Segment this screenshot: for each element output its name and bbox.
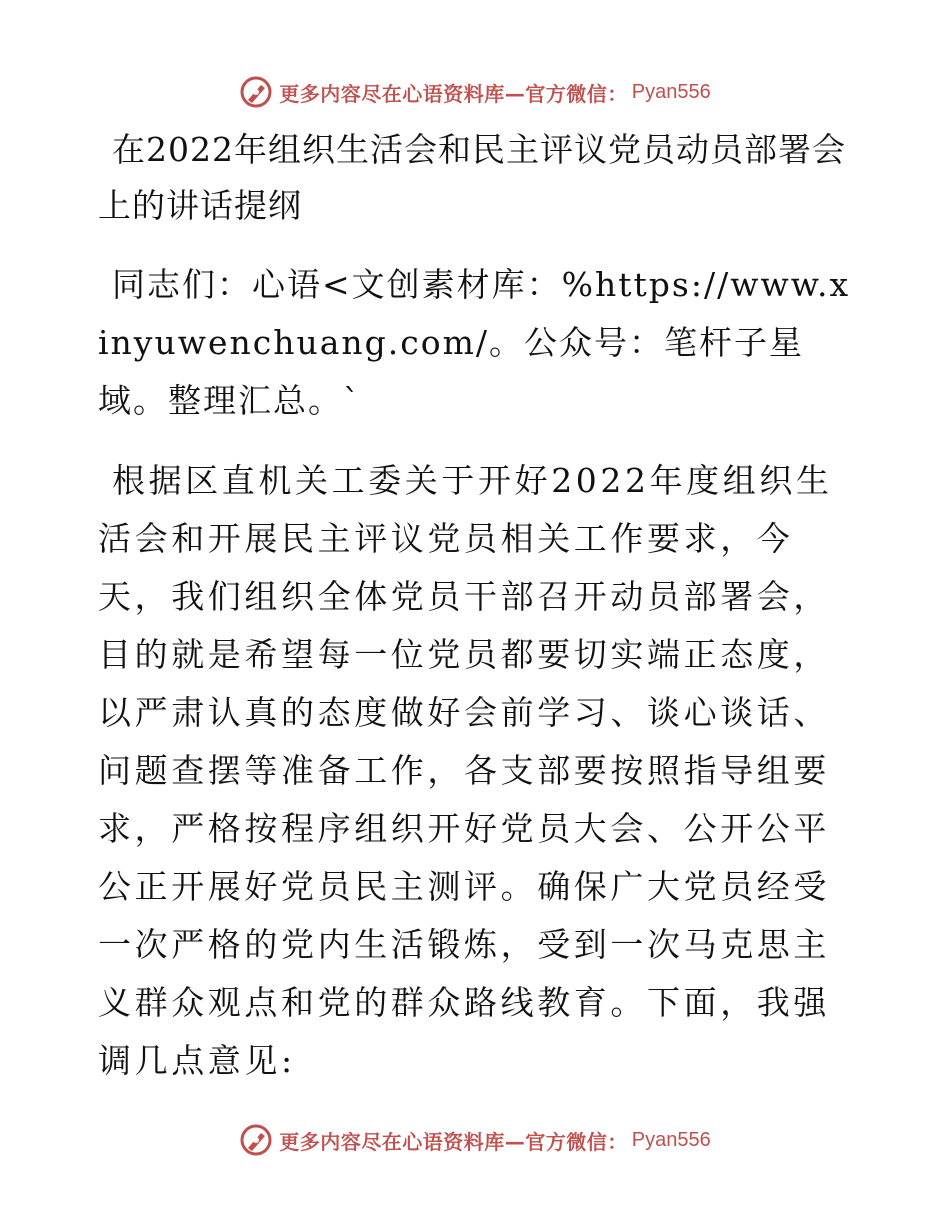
header-watermark xyxy=(0,72,950,112)
watermark-account: Pyan556 xyxy=(631,1128,711,1151)
watermark-text: 更多内容尽在心语资料库—官方微信： xyxy=(279,1129,628,1154)
paragraph-greeting: 同志们：心语<文创素材库：%https://www.xinyuwenchuang.com/。公众号：笔杆子星域。整理汇总。` xyxy=(98,265,851,420)
pen-logo-icon xyxy=(239,1123,273,1157)
document-body xyxy=(98,122,858,1090)
watermark-text: 更多内容尽在心语资料库—官方微信： xyxy=(279,81,628,106)
pen-logo-icon xyxy=(239,75,273,109)
document-title: 在2022年组织生活会和民主评议党员动员部署会上的讲话提纲 xyxy=(98,130,846,225)
watermark-account: Pyan556 xyxy=(631,80,711,103)
footer-watermark xyxy=(0,1120,950,1160)
paragraph-body: 根据区直机关工委关于开好2022年度组织生活会和开展民主评议党员相关工作要求，今天，我们组织全体党员干部召开动员部署会，目的就是希望每一位党员都要切实端正态度，以严肃认真的态度做好会前学习、谈心谈话、问题查摆等准备工作，各支部要按照指导组要求，严格按程序组织开好党员大会、公开公平公正开展好党员民主测评。确保广大党员经受一次严格的党内生活锻炼，受到一次马克思主义群众观点和党的群众路线教育。下面，我强调几点意见: xyxy=(98,461,833,1080)
